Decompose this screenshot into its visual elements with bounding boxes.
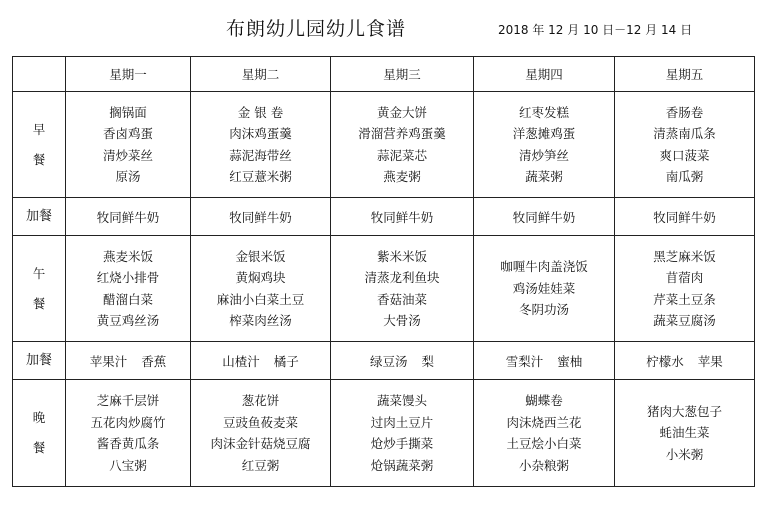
meal-label — [13, 380, 66, 487]
dish: 金银米饭 — [235, 248, 286, 264]
menu-table — [12, 56, 755, 487]
meal-label-char: 早 — [32, 121, 46, 137]
meal-label-char: 午 — [32, 265, 46, 281]
dish: 小杂粮粥 — [518, 457, 569, 473]
dish: 小米粥 — [665, 446, 704, 462]
menu-cell — [66, 342, 191, 380]
page-title: 布朗幼儿园幼儿食谱 — [226, 18, 407, 40]
meal-label-char: 晚 — [32, 410, 46, 425]
dish: 香卤鸡蛋 — [102, 126, 153, 141]
menu-cell — [331, 380, 474, 487]
dish: 红枣发糕 — [518, 104, 569, 120]
snack-item: 雪梨汁 — [505, 353, 544, 369]
snack-item: 橘子 — [273, 353, 299, 369]
snack-item: 山楂汁 — [222, 353, 260, 369]
meal-label-char: 餐 — [32, 440, 46, 455]
menu-cell — [191, 236, 331, 342]
dish: 醋溜白菜 — [102, 291, 153, 307]
meal-label: 加餐 — [13, 342, 66, 380]
meal-label — [13, 92, 66, 198]
dish: 清炒笋丝 — [518, 147, 569, 163]
dish: 黑芝麻米饭 — [653, 248, 716, 264]
menu-cell — [191, 198, 331, 236]
snack-item: 牧同鲜牛奶 — [370, 209, 434, 225]
snack-item: 绿豆汤 — [369, 353, 408, 369]
dish: 爽口菠菜 — [659, 147, 710, 163]
dish: 清炒菜丝 — [102, 147, 153, 163]
meal-row-lunch — [13, 236, 755, 342]
dish: 蔬菜粥 — [525, 169, 563, 184]
dish: 猪肉大葱包子 — [646, 403, 722, 419]
menu-cell — [66, 198, 191, 236]
menu-cell — [66, 92, 191, 198]
dish: 蝴蝶卷 — [525, 393, 563, 408]
menu-cell — [615, 342, 755, 380]
menu-cell — [66, 236, 191, 342]
dish: 燕麦粥 — [383, 169, 421, 184]
dish: 香肠卷 — [665, 104, 704, 120]
dish: 黄豆鸡丝汤 — [96, 313, 160, 328]
dish: 原汤 — [115, 169, 141, 184]
dish: 搁锅面 — [109, 104, 147, 120]
dish: 葱花饼 — [241, 393, 280, 408]
menu-cell — [615, 236, 755, 342]
dish: 黄焖鸡块 — [235, 270, 286, 285]
menu-cell — [331, 342, 474, 380]
dish: 南瓜粥 — [665, 169, 704, 184]
dish: 大骨汤 — [383, 313, 421, 328]
menu-cell — [474, 236, 615, 342]
meal-label-char: 餐 — [32, 151, 46, 167]
menu-cell — [615, 92, 755, 198]
menu-cell — [331, 236, 474, 342]
dish: 红豆粥 — [241, 457, 280, 473]
dish: 苜蓿肉 — [665, 270, 704, 285]
dish: 香菇油菜 — [376, 291, 427, 307]
dish: 燕麦米饭 — [102, 248, 153, 264]
date-range: 2018 年 12 月 10 日－12 月 14 日 — [498, 23, 693, 37]
day-header: 星期二 — [191, 57, 331, 92]
menu-cell — [474, 380, 615, 487]
day-header: 星期三 — [331, 57, 474, 92]
menu-cell — [331, 198, 474, 236]
meal-label: 加餐 — [13, 198, 66, 236]
dish: 芝麻千层饼 — [96, 393, 160, 408]
dish: 蒜泥海带丝 — [229, 147, 292, 163]
menu-cell — [191, 342, 331, 380]
dish: 紫米米饭 — [376, 248, 427, 264]
dish: 土豆烩小白菜 — [506, 436, 582, 451]
snack-item: 牧同鲜牛奶 — [512, 209, 576, 225]
snack-item: 柠檬水 — [646, 353, 684, 369]
day-header: 星期五 — [615, 57, 755, 92]
snack-item: 牧同鲜牛奶 — [96, 209, 160, 225]
dish: 鸡汤娃娃菜 — [512, 280, 576, 296]
dish: 榨菜肉丝汤 — [229, 313, 292, 328]
dish: 肉沫金针菇烧豆腐 — [210, 436, 311, 451]
dish: 清蒸南瓜条 — [653, 126, 716, 141]
dish: 肉沫鸡蛋羹 — [229, 126, 292, 141]
snack-item: 梨 — [421, 353, 435, 369]
menu-cell — [66, 380, 191, 487]
header-row — [13, 57, 755, 92]
menu-cell — [615, 380, 755, 487]
dish: 蔬菜馒头 — [376, 393, 427, 408]
dish: 肉沫烧西兰花 — [506, 414, 582, 430]
menu-cell — [191, 92, 331, 198]
snack-item: 蜜柚 — [557, 353, 583, 369]
meal-row-dinner — [13, 380, 755, 487]
menu-cell — [331, 92, 474, 198]
dish: 芹菜土豆条 — [653, 291, 716, 307]
dish: 滑溜营养鸡蛋羹 — [358, 126, 446, 141]
snack-item: 牧同鲜牛奶 — [229, 209, 292, 225]
meal-label-char: 餐 — [32, 295, 46, 311]
day-header: 星期一 — [66, 57, 191, 92]
dish: 蒜泥菜芯 — [376, 147, 427, 163]
dish: 清蒸龙利鱼块 — [364, 270, 440, 285]
dish: 红烧小排骨 — [96, 270, 160, 285]
dish: 五花肉炒腐竹 — [90, 414, 166, 430]
menu-cell — [474, 342, 615, 380]
dish: 炝炒手撕菜 — [370, 436, 434, 451]
snack-item: 苹果 — [697, 353, 723, 369]
snack-item: 香蕉 — [141, 353, 167, 369]
dish: 八宝粥 — [109, 457, 147, 473]
meal-row-snack-morning — [13, 198, 755, 236]
meal-label — [13, 236, 66, 342]
dish: 洋葱摊鸡蛋 — [512, 126, 576, 141]
meal-row-breakfast — [13, 92, 755, 198]
dish: 蔬菜豆腐汤 — [653, 313, 716, 328]
dish: 过肉土豆片 — [370, 414, 434, 430]
dish: 豆豉鱼莜麦菜 — [222, 414, 298, 430]
dish: 冬阴功汤 — [518, 302, 569, 318]
day-header: 星期四 — [474, 57, 615, 92]
dish: 咖喱牛肉盖浇饭 — [500, 259, 588, 275]
dish: 金 银 卷 — [237, 104, 284, 120]
dish: 炝锅蔬菜粥 — [370, 457, 434, 473]
dish: 酱香黄瓜条 — [96, 436, 160, 451]
corner-cell — [13, 57, 66, 92]
snack-item: 牧同鲜牛奶 — [653, 209, 716, 225]
dish: 黄金大饼 — [376, 104, 427, 120]
meal-row-snack-afternoon — [13, 342, 755, 380]
dish: 蚝油生菜 — [659, 425, 710, 441]
menu-cell — [191, 380, 331, 487]
menu-cell — [474, 92, 615, 198]
snack-item: 苹果汁 — [89, 353, 128, 369]
dish: 麻油小白菜土豆 — [216, 291, 305, 307]
dish: 红豆薏米粥 — [229, 169, 292, 184]
menu-cell — [474, 198, 615, 236]
menu-cell — [615, 198, 755, 236]
